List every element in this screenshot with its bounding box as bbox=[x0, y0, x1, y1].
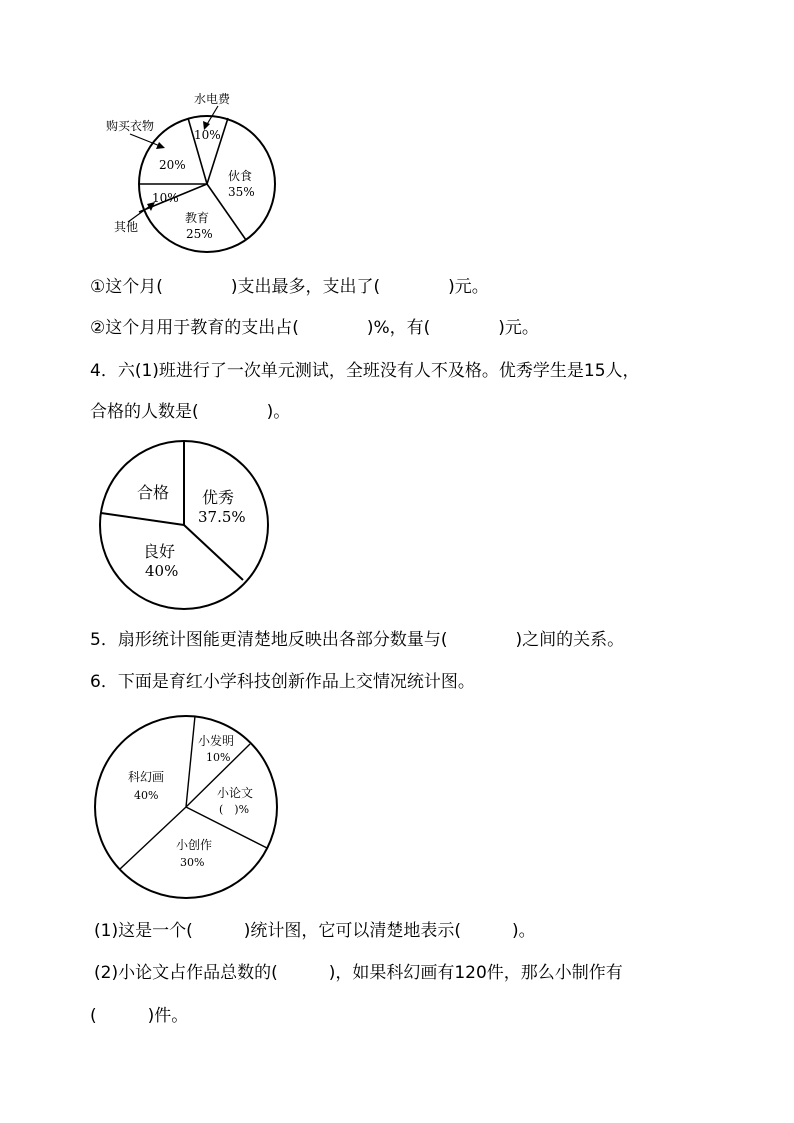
pct-education: 25% bbox=[186, 227, 213, 241]
q4-text-line2: 合格的人数是( )。 bbox=[90, 402, 291, 422]
label-clothes: 购买衣物 bbox=[106, 119, 155, 133]
label-food: 伙食 bbox=[228, 169, 253, 183]
q4-text-line1: 4．六(1)班进行了一次单元测试，全班没有人不及格。优秀学生是15人， bbox=[90, 361, 640, 381]
pct-other: 10% bbox=[152, 191, 179, 205]
q6-sub2-text-line2: ( )件。 bbox=[90, 1006, 189, 1026]
label-water-electric: 水电费 bbox=[194, 92, 231, 106]
pct-excellent: 37.5% bbox=[198, 508, 246, 526]
q3-sub1-text: ①这个月( )支出最多，支出了( )元。 bbox=[90, 277, 489, 297]
label-excellent: 优秀 bbox=[202, 488, 235, 507]
works-pie-divider bbox=[186, 716, 195, 807]
q3-sub2-text: ②这个月用于教育的支出占( )%，有( )元。 bbox=[90, 318, 539, 338]
label-invention: 小发明 bbox=[198, 734, 235, 748]
label-pass: 合格 bbox=[137, 483, 170, 502]
label-education: 教育 bbox=[185, 211, 210, 225]
pct-creation: 30% bbox=[180, 856, 205, 869]
label-essay: 小论文 bbox=[217, 786, 254, 800]
q6-sub1-text: (1)这是一个( )统计图，它可以清楚地表示( )。 bbox=[94, 921, 536, 941]
q6-sub2-text-line1: (2)小论文占作品总数的( )，如果科幻画有120件，那么小制作有 bbox=[94, 963, 623, 983]
q5-text: 5．扇形统计图能更清楚地反映出各部分数量与( )之间的关系。 bbox=[90, 630, 625, 650]
pct-water-electric: 10% bbox=[194, 128, 221, 142]
label-other: 其他 bbox=[114, 220, 139, 234]
pct-food: 35% bbox=[228, 185, 255, 199]
pct-essay: ( )% bbox=[219, 803, 250, 816]
pct-good: 40% bbox=[145, 562, 179, 580]
q6-text: 6．下面是育红小学科技创新作品上交情况统计图。 bbox=[90, 672, 475, 692]
label-scifi: 科幻画 bbox=[128, 770, 165, 784]
pct-invention: 10% bbox=[206, 751, 231, 764]
pct-clothes: 20% bbox=[159, 158, 186, 172]
label-good: 良好 bbox=[143, 542, 176, 561]
label-creation: 小创作 bbox=[176, 838, 213, 852]
pct-scifi: 40% bbox=[134, 789, 159, 802]
